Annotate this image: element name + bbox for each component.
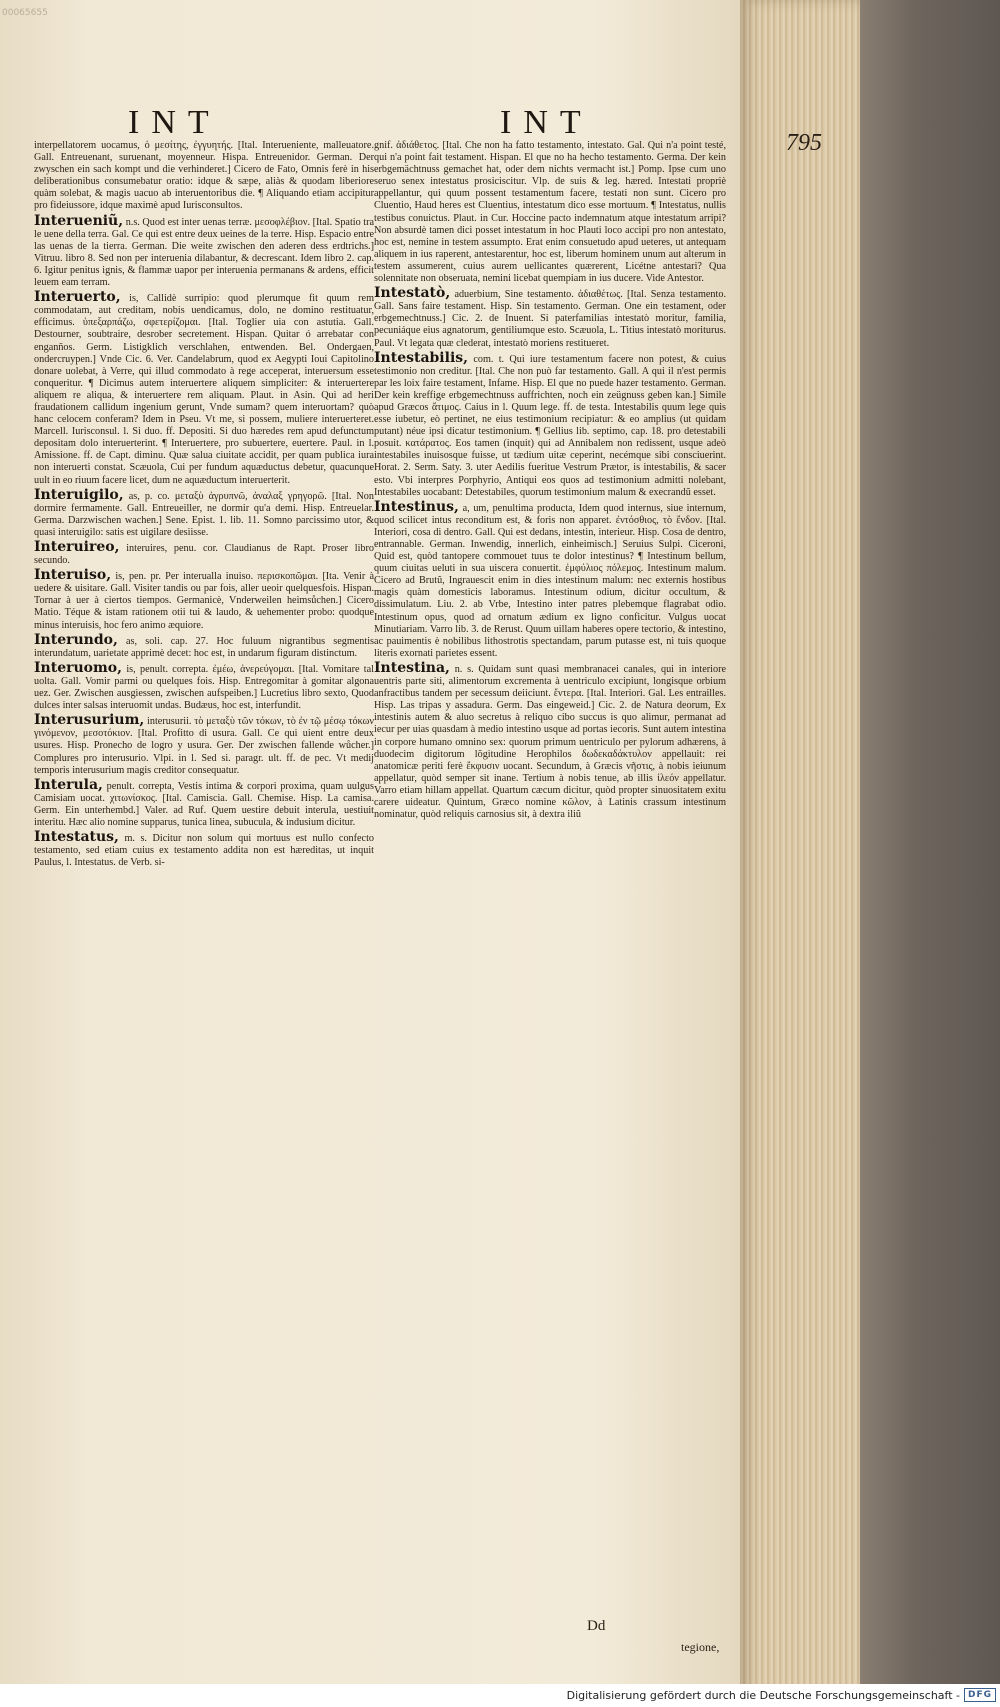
- dictionary-entry: [374, 498, 726, 660]
- entry-text: m. s. Dicitur non solum qui mortuus est nullo confecto testamento, sed etiam cuius ex testamento addita non est hæreditas, ut inquit Paulus, l. Intestatus. de Verb. si-: [34, 833, 374, 869]
- entry-text: is, penult. correpta. ἐμέω, ἀνερεύγομαι. [Ital. Vomitare tal uolta. Gall. Vomir parmi ou quelques fois. Hisp. Entregomitar à gomitar algona uez. Ger. Zwischen ausgiessen, zwischen aufspeiben.] Lucretius libro sexto, Quod dulces inter salsas interuomit undas. Budæus, hoc est, interfundit.: [34, 663, 374, 712]
- scanner-backdrop: [860, 0, 1000, 1707]
- right-text-column: [374, 140, 726, 1640]
- entry-headword: Intestabilis,: [374, 349, 469, 366]
- entry-headword: Interuerto,: [34, 289, 121, 306]
- entry-headword: Interuireo,: [34, 539, 120, 555]
- corner-label: 00065655: [2, 8, 48, 18]
- entry-headword: Interusurium,: [34, 712, 145, 729]
- page-edges: [740, 0, 860, 1707]
- dictionary-entry: [374, 349, 726, 499]
- signature-mark: Dd: [587, 1618, 606, 1634]
- entry-headword: Intestatus,: [34, 829, 119, 846]
- entry-headword: Intestina,: [374, 659, 450, 676]
- digitization-footer: [0, 1684, 1000, 1707]
- entry-text: penult. correpta, Vestis intima & corpori proxima, quam uulgus Camisiam uocat. χιτωνίσκος. [Ital. Camiscia. Gall. Chemise. Hisp. La camisa. Germ. Ein unterhembd.] Valer. ad Ruf. Quem uestire debuit interula, uestiuit interitu. Hæc alio nomine supparus, tunica linea, subucula, & indusium dicitur.: [34, 780, 374, 828]
- entry-text: interusurii. τὸ μεταξὺ τῶν τόκων, τὸ ἐν τῷ μέσῳ τόκων γινόμενον, μεσοτόκιον. [Ital. Profitto di usura. Gall. Ce qui uient entre deux usures. Hisp. Pronecho de logro y usura. Ger. Der zwischen fallende wůcher.] Complures pro interusurio. Vlpi. in l. Sed si. paragr. ult. ff. de pec. Vt medij temporis interusurium magis creditor consequatur.: [34, 716, 374, 776]
- dictionary-entry: [34, 291, 374, 487]
- entry-headword: Interula,: [34, 776, 103, 793]
- dictionary-entry: [34, 212, 374, 290]
- dictionary-entry: [374, 140, 726, 285]
- entry-text: as, p. co. μεταξὺ ἀγρυπνῶ, ἀναλαξ γρηγορῶ. [Ital. Non dormire fermamente. Gall. Entreueiller, ne dormir qu'a demi. Hisp. Entreuelar. Germa. Darzwischen wachen.] Sene. Epist. 1. lib. 11. Somno parcissimo utor, & quasi interuigilo: satis est uigilare desiisse.: [34, 490, 374, 538]
- dictionary-entry: [34, 776, 374, 829]
- entry-headword: Interuomo,: [34, 659, 123, 676]
- entry-headword: Intestatò,: [374, 285, 451, 302]
- entry-headword: Interuiso,: [34, 567, 112, 584]
- entry-headword: Interueniũ,: [34, 212, 124, 229]
- dictionary-entry: [34, 140, 374, 213]
- entry-text: com. t. Qui iure testamentum facere non potest, & cuius testimonio non creditur. [Ital. Che non può far testamento. Gall. A qui il n'est permis par les loix faire testament, Infame. Hisp. El que no puede hazer testamento. German. Der kein kreffige erbgemechtnuss auffrichten, noch ein zeügnuss geben kan.] Simile apud Græcos ἄτιμος. Caius in l. Quum lege. ff. de testa. Intestabilis quum lege quis esse iubetur, eò pertinet, ne eius testimonium recipiatur: & eo amplius (ut quidam putant) néue ipsi dicatur testimonium. ¶ Gellius lib. septimo, cap. 18. pro detestabili posuit. κατάρατος. Eos tamen (inquit) qui ad Annibalem non redissent, usque adeò intestabiles inuisosque fuisse, ut tædium uitæ ceperint, necémque sibi consciuerint. Horat. 2. Serm. Saty. 3. uter Aedilis fueritue Vestrum Prætor, is intestabilis, & sacer esto. Vbi interpres Porphyrio, Antiqui eos quos ad testimonium admitti nolebant, Intestabiles uocabant: Detestabiles, quorum testimonium malum & execrandũ esset.: [374, 353, 726, 498]
- entry-text: is, pen. pr. Per interualla inuiso. περισκοπῶμαι. [Ita. Venir à uedere & uisitare. Gall. Visiter tandis ou par fois, aller ueoir quelquesfois. Hispan. Tornar à uer à ciertos tiempos. Germanicè, Vnderweilen heimsůchen.] Cicero Matio. Téque & istam rationem otii tui & laudo, & uehementer probo: quodque minus interuisis, hoc fero animo æquiore.: [34, 571, 374, 631]
- entry-text: interpellatorem uocamus, ὁ μεσίτης, ἐγγυητής. [Ital. Interueniente, malleuatore. Gall. Entreuenant, suruenant, moyenneur. Hispa. Entreuenidor. German. Der zwyschen ein sach kompt und die verhinderet.] Cicero de Fato, Omnis ferè in his deliberationibus consumebatur oratio: idque & sæpe, aliàs & quodam liberiore quàm solebat, & magis uacuo ab interuentoribus die. ¶ Aliquando etiam accipitur pro fideiussore, idque maximè apud Iurisconsultos.: [34, 140, 374, 212]
- dictionary-entry: [34, 486, 374, 539]
- entry-text: n.s. Quod est inter uenas terræ. μεσοφλέβιον. [Ital. Spatio tra le uene della terra. Gal. Ce qui est entre deux ueines de la terre. Hisp. Espacio entre las uenas de la tierra. German. Die weite zwischen den aderen dess erdtrichs.] Vitruu. libro 8. Sed non per interuenia dilabantur, & decrescant. Idem libro 2. cap. 6. Igitur penitus ignis, & flammæ uapor per interuenia permanans & ardens, efficit leuem eam terram.: [34, 216, 374, 289]
- entry-text: as, soli. cap. 27. Hoc fuluum nigrantibus segmentis interundatum, uarietate apprimè decet: hoc est, in undarum figuram distinctum.: [34, 635, 374, 659]
- entry-headword: Interundo,: [34, 631, 118, 648]
- dictionary-entry: [34, 631, 374, 660]
- entry-text: a, um, penultima producta, Idem quod internus, siue internum, quod scilicet intus reconditum est, & foris non apparet. ἐντόσθιος, τὸ ἔνδον. [Ital. Interiori, cosa di dentro. Gall. Qui est dedans, intestin, interieur. Hisp. Cosa de dentro, entrannable. German. Inwendig, innerlich, einheimisch.] Seruius Sulpi. Ciceroni, Quid est, quòd tantopere commouet tuus te dolor intestinus? ¶ Intestinum bellum, quum ciuitas ueluti in sua uiscera conuertit. ἐμφύλιος πόλεμος. Intestinum malum. Cicero ad Brutũ, Ingrauescit enim in dies intestinum malum: nec externis hostibus magis quàm domesticis laboramus. Intestinum odium, dicitur occultum, & dissimulatum. Liu. 2. ab Vrbe, Intestino inter patres plebemque flagrabat odio. Intestinum opus, quod ad ornatum ædium ex ligno conficitur. Vulgus uocat Minutiariam. Varro lib. 3. de Rerust. Quum uillam haberes opere tectorio, & intestino, ac pauimentis è nobilibus lithostrotis spectandam, parum putasse est, ni tuis quoque literis exornati parietes essent.: [374, 502, 726, 659]
- page-number: 795: [786, 130, 822, 156]
- entry-text: aduerbium, Sine testamento. ἀδιαθέτως. [Ital. Senza testamento. Gall. Sans faire testament. Hisp. Sin testamento. German. One ein testament, oder erbgemechtnuss.] Cic. 2. de Inuent. Si paterfamilias intestatò moritur, familia, pecuniáque eius agnatorum, gentiliumque esto. Scæuola, L. Titius intestatò moriturus. Paul. Vt legata quæ clederat, intestatò moriens restitueret.: [374, 289, 726, 349]
- dictionary-entry: [374, 659, 726, 821]
- entry-headword: Intestinus,: [374, 498, 459, 515]
- running-head-left: INT: [128, 104, 221, 141]
- dictionary-entry: [34, 541, 374, 567]
- dfg-logo: DFG: [964, 1688, 996, 1702]
- entry-headword: Interuigilo,: [34, 486, 124, 503]
- dictionary-entry: [34, 659, 374, 712]
- footer-credit: Digitalisierung gefördert durch die Deutsche Forschungsgemeinschaft -: [566, 1689, 960, 1702]
- entry-text: n. s. Quidam sunt quasi membranacei canales, qui in interiore uentris parte siti, alimentorum excrementa à uentriculo excipiunt, longisque orbium anfractibus tandem per secessum deiiciunt. ἔντερα. [Ital. Interiori. Gal. Les entrailles. Hisp. Las tripas y assadura. Germ. Das eingeweid.] Cic. 2. de Natura deorum, Ex intestinis autem & aluo secretus à reliquo cibo succus is quo alimur, permanat ad iecur per uias quasdam à medio intestino usque ad portas iecoris. Sunt autem intestina in corpore humano omnino sex: quorum primum uentriculo per pylorum adhærens, à duodecim digitorum lõgitudine Herophilos δωδεκαδάκτυλον appellauit: rei anatomicæ periti ferè ἔκφυσιν uocant. Secundum, à Græcis νῆστις, à nobis ieiunum appellatur, quòd semper sit inane. Tertium à nobis tenue, ab illis ἰλεόν appellatur. Varro etiam hillam appellat. Quartum cæcum dicitur, quòd propter sinuositatem exitu carere uideatur. Quintum, Græco nomine κῶλον, à Latinis crassum intestinum nominatur, quòd reliquis carnosius sit, à dextra iliũ: [374, 663, 726, 821]
- entry-text: interuires, penu. cor. Claudianus de Rapt. Proser libro secundo.: [34, 543, 374, 567]
- dictionary-entry: [34, 831, 374, 869]
- dictionary-entry: [34, 569, 374, 631]
- dictionary-entry: [374, 287, 726, 349]
- left-text-column: [34, 140, 374, 1640]
- dictionary-entry: [34, 714, 374, 776]
- entry-text: is, Callidè surripio: quod plerumque fit quum rem commodatam, aut creditam, nobis uendicamus, dolo, ne domino restituatur, efficimus. ὑπεξαρπάζω, σφετερίζομαι. [Ital. Toglier uia con astutia. Gall. Destourner, soubtraire, desrober secretement. Hispan. Quitar ó arrebatar con enganños. Germ. Listigklich verschlahen, entwenden. Bel. Ondergaen, ondercruypen.] Vnde Cic. 6. Ver. Candelabrum, quod ex Aegypti Ioui Capitolino donare uolebat, à Verre, qui illud commodato à rege acceperat, interuersum esse conqueritur. ¶ Dicimus autem interuertere aliquem simpliciter: & interuertere aliquem re aliqua, & interuertere rem aliquam. Plaut. in Asin. Qui ad heri fraudationem callidum ingenium gerunt, Vnde sumam? quem interuortam? quò hanc celocem conferam? Idem in Pseu. Vt me, si possem, muliere interuerteret. Marcell. Iurisconsul. l. Si duo. ff. Depositi. Si duo hæredes rem apud defunctum depositam dolo interuerterint. ¶ Interuertere, pro subuertere, euertere. Paul. in l. Amissione. ff. de Capt. diminu. Quæ salua ciuitate accidit, per quam publica iura non interuerti constat. Scæuola, Cui per fundum aquæductus debetur, quacunque uult in eo riuum facere licet, dum ne aquæductum interuerterit.: [34, 293, 374, 486]
- catchword: tegione,: [681, 1640, 720, 1654]
- running-head-right: INT: [500, 104, 593, 141]
- entry-text: gnif. ἀδιάθετος. [Ital. Che non ha fatto testamento, intestato. Gal. Qui n'a point testé, qui n'a point fait testament. Hispan. El que no ha hecho testamento. Germa. Der kein erbgemächtnuss gemachet hat, oder dem nichts vermacht ist.] Pomp. Ipse cum uno seruo senex intestatus prosiciscitur. Vlp. de suis & leg. hæred. Intestati propriè appellantur, qui quum possent testamentum facere, testati non sunt. Cicero pro Cluentio, Haud heres est Cluentius, intestatum dico esse mortuum. ¶ Intestatus, nullis testibus conuictus. Plaut. in Cur. Hoccine pacto indemnatum atque intestatum arripi? Non absurdè tamen dici posset intestatum in hoc Plauti loco accipi pro non antestato, hoc est, nemine in testem assumpto. Erat enim consuetudo apud ueteres, ut antequam aliquem in ius raperent, antestarentur, hoc est, liberum hominem unum aut alterum in testem assumerent, cuius aurem uellicantes quærerent, Licétne antestari? Qua solennitate non obseruata, nemini licebat quempiam in ius ducere. Vide Antestor.: [374, 140, 726, 285]
